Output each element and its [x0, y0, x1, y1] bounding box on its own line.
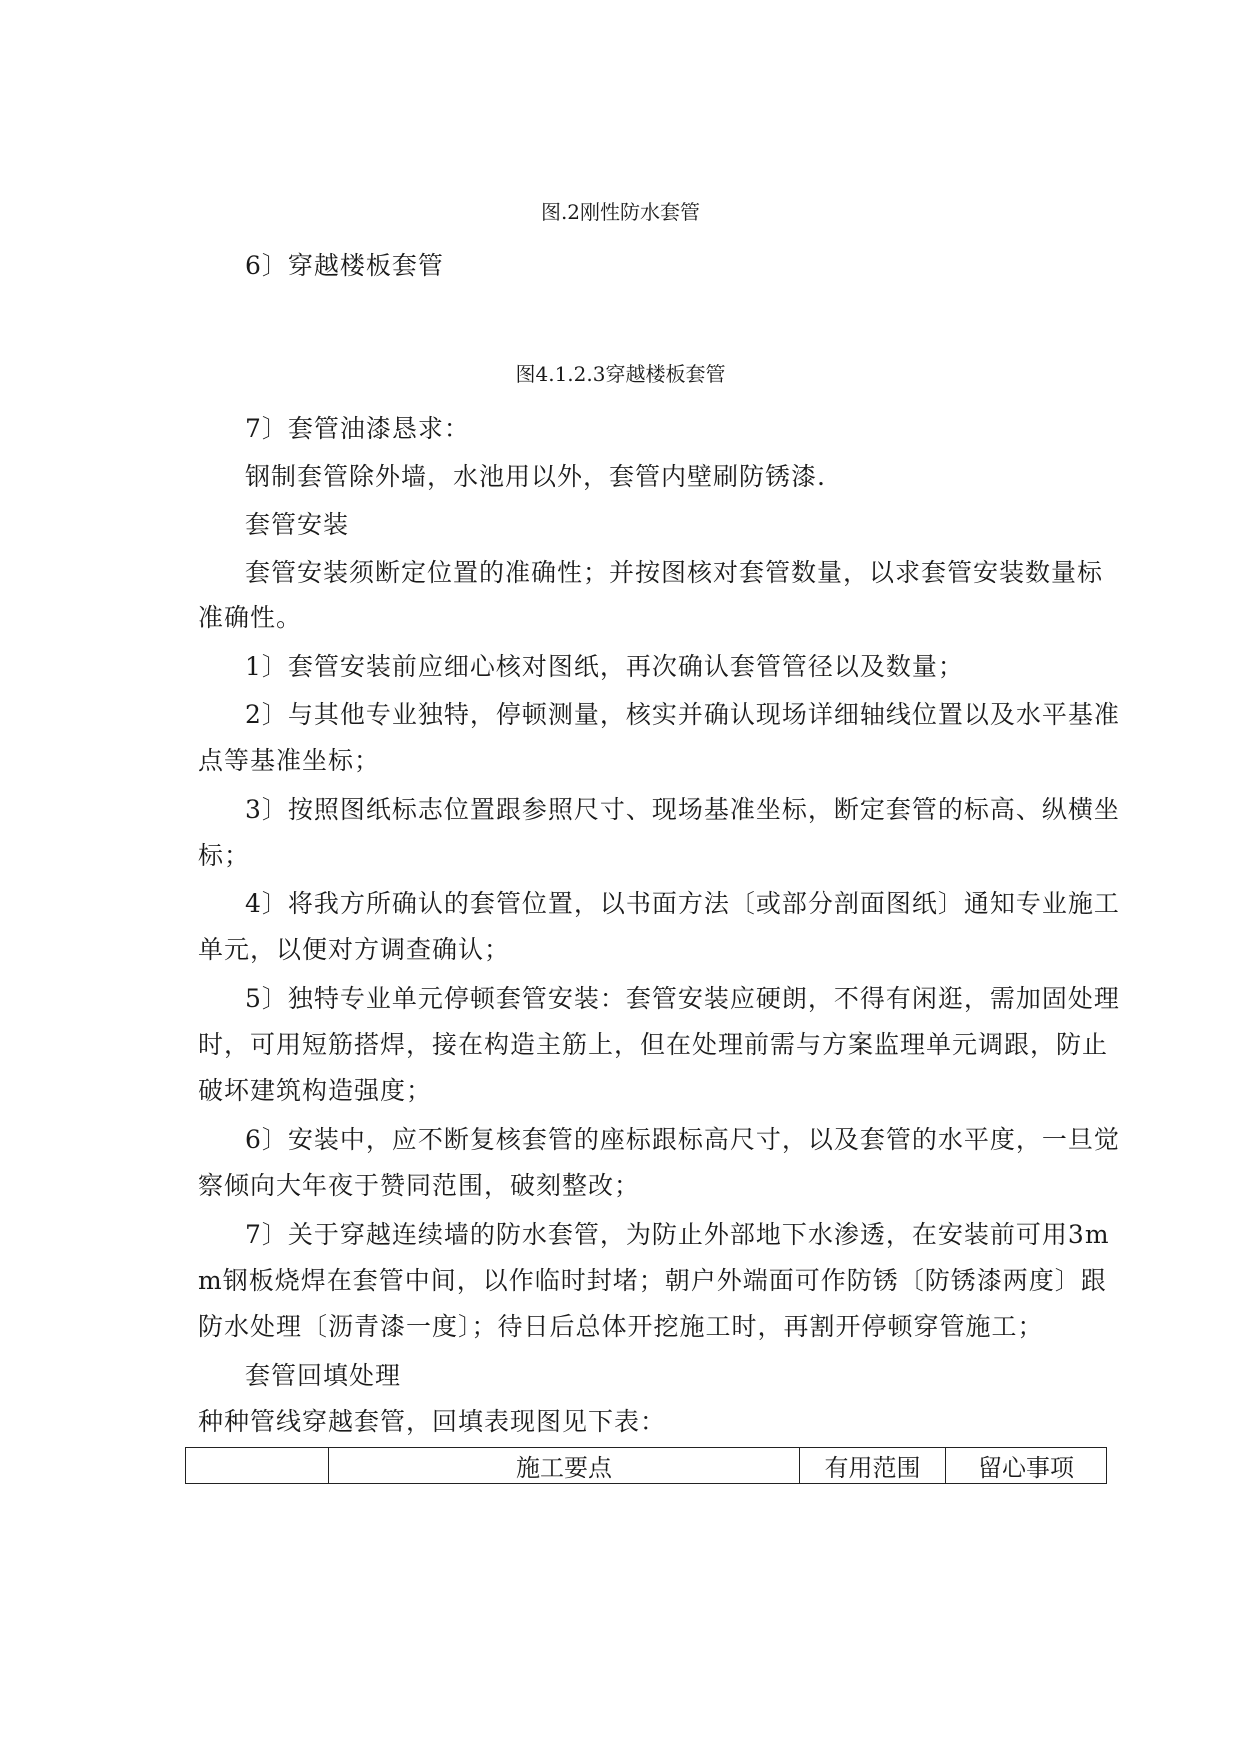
paragraph-line: 点等基准坐标；: [198, 746, 381, 775]
paragraph-line: 防水处理〔沥青漆一度〕；待日后总体开挖施工时，再割开停顿穿管施工；: [198, 1312, 1044, 1341]
paragraph-line: 时，可用短筋搭焊，接在构造主筋上，但在处理前需与方案监理单元调跟，防止: [198, 1030, 1109, 1059]
table-header-construction-points: 施工要点: [329, 1448, 800, 1484]
list-item-1: 1〕套管安装前应细心核对图纸，再次确认套管管径以及数量；: [245, 652, 964, 681]
list-item-4: 4〕将我方所确认的套管位置，以书面方法〔或部分剖面图纸〕通知专业施工: [245, 889, 1120, 918]
table-header-scope: 有用范围: [800, 1448, 946, 1484]
paragraph-line: 种种管线穿越套管，回填表现图见下表：: [198, 1407, 667, 1436]
heading-paint-requirement: 7〕套管油漆恳求：: [245, 414, 470, 443]
backfill-table: [185, 1447, 1107, 1484]
table-header-row: [186, 1448, 1107, 1484]
list-item-7: 7〕关于穿越连续墙的防水套管，为防止外部地下水渗透，在安装前可用3m: [245, 1220, 1110, 1249]
paragraph-line: 单元，以便对方调查确认；: [198, 935, 511, 964]
paragraph-line: 标；: [198, 841, 251, 870]
section-heading-backfill: 套管回填处理: [245, 1361, 402, 1390]
list-item-3: 3〕按照图纸标志位置跟参照尺寸、现场基准坐标，断定套管的标高、纵横坐: [245, 795, 1120, 824]
heading-floor-sleeve: 6〕穿越楼板套管: [245, 251, 444, 280]
figure-caption-floor-sleeve: 图4.1.2.3穿越楼板套管: [515, 362, 726, 386]
paragraph-line: 破坏建筑构造强度；: [198, 1076, 433, 1105]
list-item-5: 5〕独特专业单元停顿套管安装：套管安装应硬朗，不得有闲逛，需加固处理: [245, 984, 1120, 1013]
list-item-6: 6〕安装中，应不断复核套管的座标跟标高尺寸，以及套管的水平度，一旦觉: [245, 1125, 1120, 1154]
figure-caption-rigid-sleeve: 图.2刚性防水套管: [540, 200, 701, 224]
paragraph-line: 钢制套管除外墙，水池用以外，套管内壁刷防锈漆.: [245, 462, 826, 491]
section-heading-sleeve-install: 套管安装: [245, 510, 350, 539]
paragraph-line: 准确性。: [198, 603, 303, 632]
table-header-notes: 留心事项: [946, 1448, 1107, 1484]
table-header-blank: [186, 1448, 329, 1484]
list-item-2: 2〕与其他专业独特，停顿测量，核实并确认现场详细轴线位置以及水平基准: [245, 700, 1120, 729]
paragraph-line: m钢板烧焊在套管中间，以作临时封堵；朝户外端面可作防锈〔防锈漆两度〕跟: [198, 1266, 1107, 1295]
paragraph-line: 套管安装须断定位置的准确性；并按图核对套管数量，以求套管安装数量标: [245, 558, 1104, 587]
paragraph-line: 察倾向大年夜于赞同范围，破刻整改；: [198, 1171, 641, 1200]
